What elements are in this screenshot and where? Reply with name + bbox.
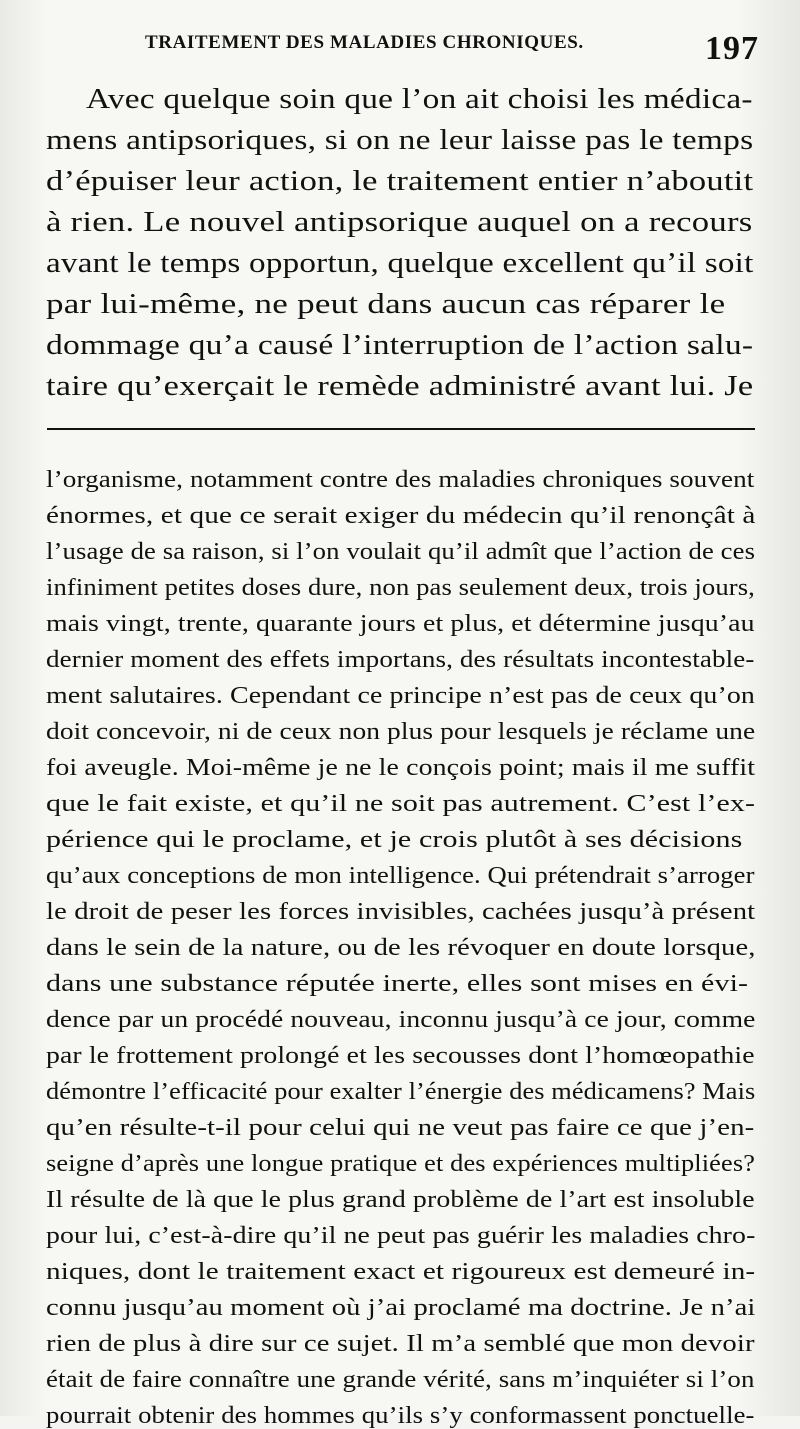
main-text-line: par lui-même, ne peut dans aucun cas réparer le (46, 289, 726, 320)
footnote-line: le droit de peser les forces invisibles, cachées jusqu’à présent (46, 899, 756, 925)
footnote-line: Il résulte de là que le plus grand problème de l’art est insoluble (46, 1187, 755, 1213)
footnote-line: foi aveugle. Moi-même je ne le conçois point; mais il me suffit (46, 755, 756, 781)
footnote-line: qu’aux conceptions de mon intelligence. Qui prétendrait s’arroger (46, 863, 755, 889)
footnote-line: qu’en résulte-t-il pour celui qui ne veut pas faire ce que j’en- (46, 1115, 755, 1141)
footnote-line: l’organisme, notamment contre des maladies chroniques souvent (46, 467, 755, 493)
main-text-line: à rien. Le nouvel antipsorique auquel on a recours (46, 207, 753, 238)
page-number: 197 (705, 30, 759, 67)
footnote-line: ment salutaires. Cependant ce principe n’est pas de ceux qu’on (46, 683, 756, 709)
footnote-line: dans une substance réputée inerte, elles sont mises en évi- (46, 971, 749, 997)
main-text-line: dommage qu’a causé l’interruption de l’action salu- (46, 330, 754, 361)
footnote-line: dernier moment des effets importans, des résultats incontestable- (46, 647, 755, 673)
footnote-line: énormes, et que ce serait exiger du médecin qu’il renonçât à (46, 503, 756, 529)
footnote-line: était de faire connaître une grande vérité, sans m’inquiéter si l’on (46, 1367, 755, 1393)
footnote-line: pour lui, c’est-à-dire qu’il ne peut pas guérir les maladies chro- (46, 1223, 756, 1249)
footnote-line: niques, dont le traitement exact et rigoureux est demeuré in- (46, 1259, 756, 1285)
main-text-line: taire qu’exerçait le remède administré avant lui. Je (46, 371, 754, 402)
footnote-line: mais vingt, trente, quarante jours et plus, et détermine jusqu’au (46, 611, 755, 637)
footnote-line: seigne d’après une longue pratique et des expériences multipliées? (46, 1151, 756, 1177)
running-header: TRAITEMENT DES MALADIES CHRONIQUES. (145, 32, 584, 53)
footnote-line: rien de plus à dire sur ce sujet. Il m’a semblé que mon devoir (46, 1331, 755, 1357)
footnote-line: doit concevoir, ni de ceux non plus pour lesquels je réclame une (46, 719, 756, 745)
main-text-line: Avec quelque soin que l’on ait choisi les médica- (86, 84, 753, 115)
footnote-line: démontre l’efficacité pour exalter l’énergie des médicamens? Mais (46, 1079, 756, 1105)
footnote-line: que le fait existe, et qu’il ne soit pas autrement. C’est l’ex- (46, 791, 756, 817)
footnote-line: par le frottement prolongé et les secousses dont l’homœopathie (46, 1043, 755, 1069)
footnote-line: périence qui le proclame, et je crois plutôt à ses décisions (46, 827, 743, 853)
footnote-line: l’usage de sa raison, si l’on voulait qu’il admît que l’action de ces (46, 539, 756, 565)
footnote-line: connu jusqu’au moment où j’ai proclamé ma doctrine. Je n’ai (46, 1295, 756, 1321)
main-text-line: mens antipsoriques, si on ne leur laisse pas le temps (46, 125, 754, 156)
footnote-line: pourrait obtenir des hommes qu’ils s’y conformassent ponctuelle- (46, 1403, 755, 1429)
main-text-line: avant le temps opportun, quelque excellent qu’il soit (46, 248, 754, 279)
footnote-separator-rule (47, 428, 755, 430)
footnote-line: dence par un procédé nouveau, inconnu jusqu’à ce jour, comme (46, 1007, 756, 1033)
footnote-line: dans le sein de la nature, ou de les révoquer en doute lorsque, (46, 935, 756, 961)
footnote-line: infiniment petites doses dure, non pas seulement deux, trois jours, (46, 575, 755, 601)
main-text-line: d’épuiser leur action, le traitement entier n’aboutit (46, 166, 754, 197)
